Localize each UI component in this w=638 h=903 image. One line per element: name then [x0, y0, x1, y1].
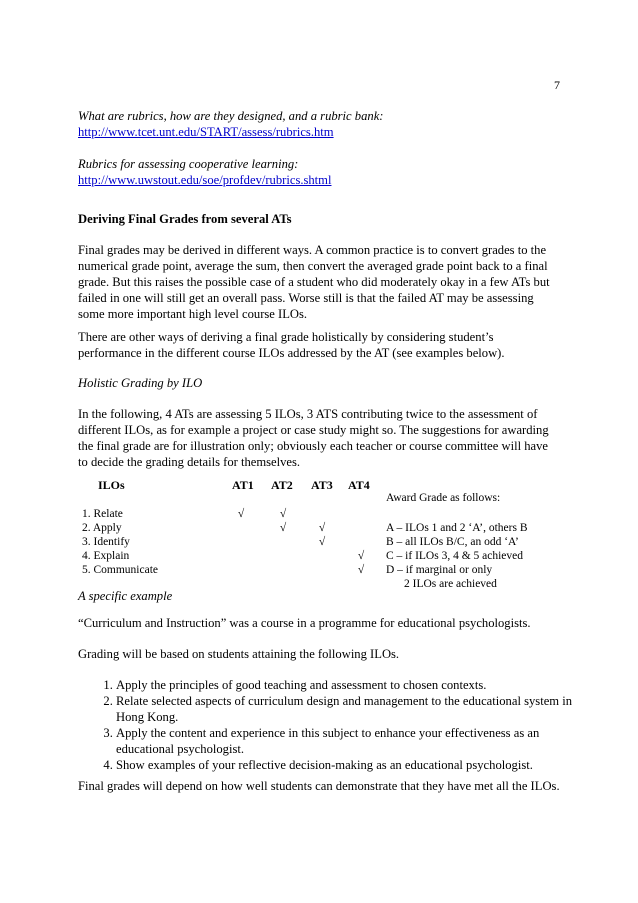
award-line: B – all ILOs B/C, an odd ‘A’ [386, 536, 519, 548]
at1-header: AT1 [232, 478, 254, 492]
ilo-assessment-table [78, 478, 560, 588]
list-item: 2. Relate selected aspects of curriculum design and management to the educational system in Hong Kong. [116, 693, 596, 725]
page-number: 7 [554, 78, 560, 92]
coop-reference [78, 156, 560, 188]
specific-example-heading: A specific example [78, 589, 173, 603]
tick-mark: √ [318, 536, 326, 548]
at3-header: AT3 [311, 478, 333, 492]
coop-link[interactable]: http://www.uwstout.edu/soe/profdev/rubrics.shtml [78, 173, 332, 187]
at4-header: AT4 [348, 478, 370, 492]
ilo-row-label: 5. Communicate [82, 564, 159, 576]
ilo-row-label: 2. Apply [82, 522, 122, 534]
award-line: D – if marginal or only [386, 564, 493, 576]
award-line: 2 ILOs are achieved [404, 578, 497, 590]
tick-mark: √ [357, 564, 365, 576]
paragraph-3: In the following, 4 ATs are assessing 5 ILOs, 3 ATS contributing twice to the assessment of different ILOs, as for example a project or case study might so. The suggestions for awarding the final grade are for illustration only; obviously each teacher or course committee will have to decide the grading details for themselves. [78, 407, 549, 469]
tick-mark: √ [318, 522, 326, 534]
at2-header: AT2 [271, 478, 293, 492]
ilo-row-label: 1. Relate [82, 508, 123, 520]
holistic-grading-heading: Holistic Grading by ILO [78, 376, 203, 390]
award-line: A – ILOs 1 and 2 ‘A’, others B [386, 522, 528, 534]
tick-mark: √ [279, 522, 287, 534]
ilo-row-label: 3. Identify [82, 536, 130, 548]
tick-mark: √ [279, 508, 287, 520]
ilos-header: ILOs [98, 478, 125, 492]
ilo-row-label: 4. Explain [82, 550, 130, 562]
award-title: Award Grade as follows: [386, 492, 501, 504]
coop-intro: Rubrics for assessing cooperative learning: [78, 157, 299, 171]
tick-mark: √ [237, 508, 245, 520]
ilo-list [82, 677, 596, 773]
list-item: 1. Apply the principles of good teaching and assessment to chosen contexts. [116, 677, 596, 693]
paragraph-5: Grading will be based on students attaining the following ILOs. [78, 647, 400, 661]
rubrics-link[interactable]: http://www.tcet.unt.edu/START/assess/rubrics.htm [78, 125, 334, 139]
list-item: 3. Apply the content and experience in this subject to enhance your effectiveness as an educational psychologist. [116, 725, 596, 757]
rubrics-reference [78, 108, 560, 140]
tick-mark: √ [357, 550, 365, 562]
award-line: C – if ILOs 3, 4 & 5 achieved [386, 550, 524, 562]
paragraph-2: There are other ways of deriving a final grade holistically by considering student’s performance in the different course ILOs addressed by the AT (see examples below). [78, 330, 505, 360]
paragraph-1: Final grades may be derived in different ways. A common practice is to convert grades to the numerical grade point, average the sum, then convert the averaged grade point back to a final grade. But this raises the possible case of a student who did moderately okay in a few ATs but failed in one will still get an overall pass. Worse still is that the failed AT may be assessing some more important high level course ILOs. [78, 243, 550, 321]
rubrics-intro: What are rubrics, how are they designed, and a rubric bank: [78, 109, 384, 123]
list-item: 4. Show examples of your reflective decision-making as an educational psychologist. [116, 757, 596, 773]
section-heading: Deriving Final Grades from several ATs [78, 212, 292, 226]
paragraph-6: Final grades will depend on how well students can demonstrate that they have met all the ILOs. [78, 779, 560, 793]
paragraph-4: “Curriculum and Instruction” was a course in a programme for educational psychologists. [78, 616, 531, 630]
